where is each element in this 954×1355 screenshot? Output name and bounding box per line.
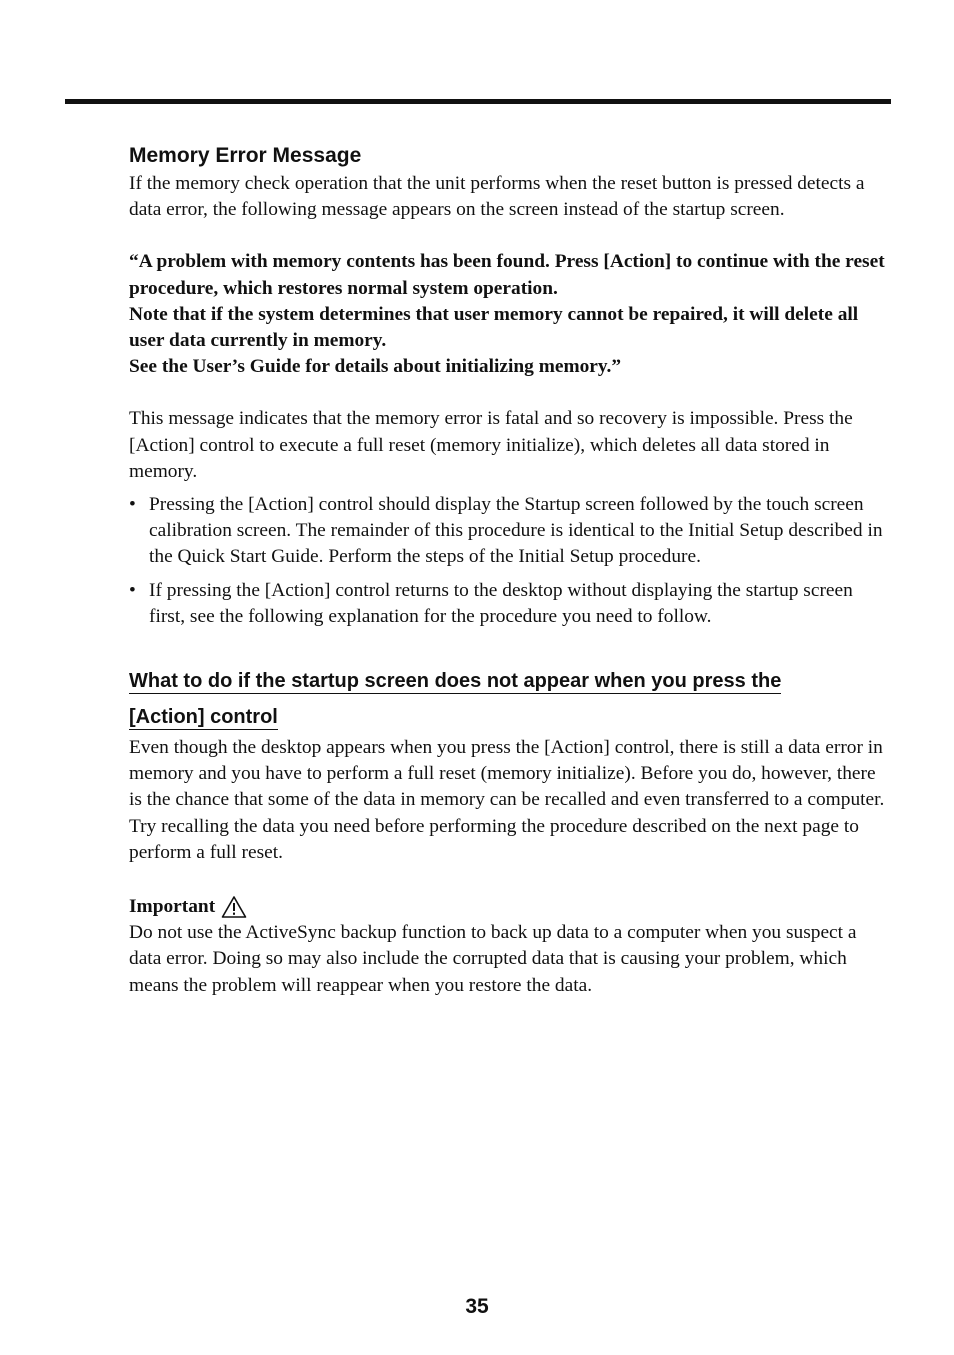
bullet-item [129,578,891,630]
error-message-quote [129,249,891,380]
section-title: Memory Error Message [129,144,362,167]
important-text: Do not use the ActiveSync backup function to back up data to a computer when you suspect a data error. Doing so may also include the corrupted data that is causing your problem, which means the problem will reappear when you restore the data. [129,922,857,996]
page-content [129,141,891,999]
quote-line: See the User’s Guide for details about initializing memory.” [129,356,622,378]
quote-line: “A problem with memory contents has been found. Press [Action] to continue with the reset procedure, which restores normal system operation. [129,251,885,299]
bullet-item [129,492,891,571]
subsection-title-line1: What to do if the startup screen does not appear when you press the [129,670,782,693]
important-heading [129,894,891,920]
page-number: 35 [465,1295,489,1318]
bullet-list [129,492,891,630]
top-rule [65,99,891,104]
section-explanation: This message indicates that the memory error is fatal and so recovery is impossible. Press the [Action] control to execute a full reset (memory initialize), which deletes all data stored in memory. [129,408,853,482]
bullet-icon: • [129,494,136,516]
subsection-body: Even though the desktop appears when you press the [Action] control, there is still a data error in memory and you have to perform a full reset (memory initialize). Before you do, however, there is the chance that some of the data in memory can be recalled and even transferred to a computer. Try recalling the data you need before performing the procedure described on the next page to perform a full reset. [129,737,885,863]
section-intro: If the memory check operation that the unit performs when the reset button is pressed detects a data error, the following message appears on the screen instead of the startup screen. [129,173,865,221]
bullet-text: Pressing the [Action] control should display the Startup screen followed by the touch screen calibration screen. The remainder of this procedure is identical to the Initial Setup described in the Quick Start Guide. Perform the steps of the Initial Setup procedure. [149,494,883,568]
subsection-title [129,663,891,735]
warning-triangle-icon [221,895,247,919]
subsection-title-line2: [Action] control [129,706,278,729]
important-label: Important [129,896,216,918]
bullet-text: If pressing the [Action] control returns to the desktop without displaying the startup screen first, see the following explanation for the procedure you need to follow. [149,579,853,627]
quote-line: Note that if the system determines that user memory cannot be repaired, it will delete all user data currently in memory. [129,303,859,352]
bullet-icon: • [129,579,136,601]
